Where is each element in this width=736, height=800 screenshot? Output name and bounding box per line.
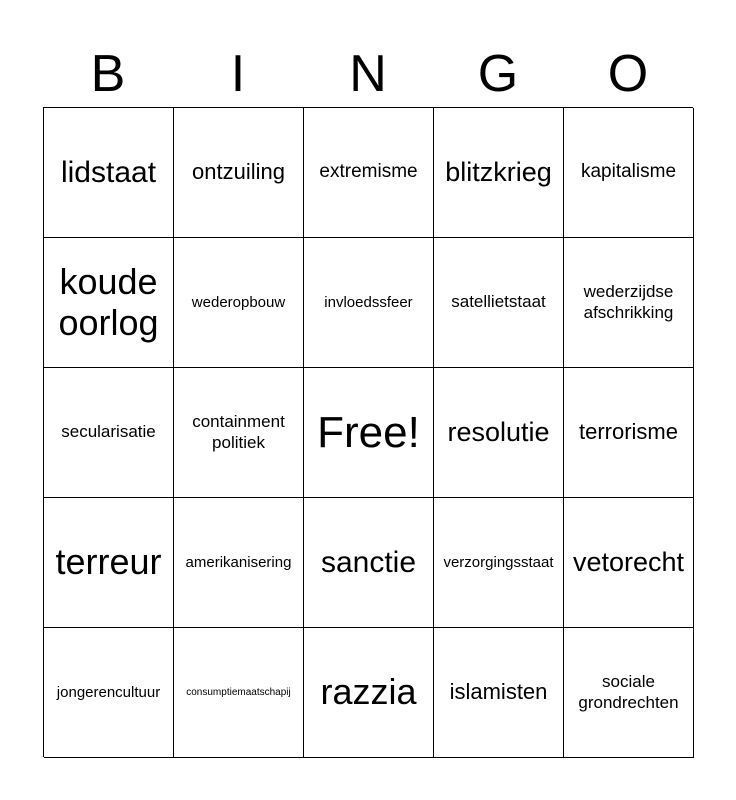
bingo-cell[interactable]: terrorisme	[564, 368, 694, 498]
bingo-cell[interactable]: razzia	[304, 628, 434, 758]
bingo-cell[interactable]: terreur	[44, 498, 174, 628]
bingo-cell[interactable]: ontzuiling	[174, 108, 304, 238]
bingo-cell[interactable]: vetorecht	[564, 498, 694, 628]
bingo-cell[interactable]: wederopbouw	[174, 238, 304, 368]
free-space-cell[interactable]: Free!	[304, 368, 434, 498]
header-letter-g: G	[477, 45, 519, 103]
bingo-cell[interactable]: sociale grondrechten	[564, 628, 694, 758]
bingo-cell[interactable]: amerikanisering	[174, 498, 304, 628]
bingo-cell[interactable]: satellietstaat	[434, 238, 564, 368]
bingo-cell[interactable]: containment politiek	[174, 368, 304, 498]
bingo-cell[interactable]: lidstaat	[44, 108, 174, 238]
bingo-cell[interactable]: islamisten	[434, 628, 564, 758]
bingo-cell[interactable]: consumptiemaatschapij	[174, 628, 304, 758]
bingo-cell[interactable]: jongerencultuur	[44, 628, 174, 758]
bingo-header	[43, 40, 693, 108]
bingo-cell[interactable]: kapitalisme	[564, 108, 694, 238]
bingo-cell[interactable]: blitzkrieg	[434, 108, 564, 238]
bingo-cell[interactable]: invloedssfeer	[304, 238, 434, 368]
bingo-cell[interactable]: wederzijdse afschrikking	[564, 238, 694, 368]
header-letter-n: N	[349, 45, 387, 103]
bingo-grid	[43, 107, 693, 757]
bingo-cell[interactable]: extremisme	[304, 108, 434, 238]
bingo-cell[interactable]: verzorgingsstaat	[434, 498, 564, 628]
bingo-cell[interactable]: secularisatie	[44, 368, 174, 498]
bingo-cell[interactable]: resolutie	[434, 368, 564, 498]
bingo-cell[interactable]: sanctie	[304, 498, 434, 628]
header-letter-o: O	[607, 45, 649, 103]
bingo-cell[interactable]: koude oorlog	[44, 238, 174, 368]
header-letter-i: I	[230, 45, 246, 103]
header-letter-b: B	[90, 45, 126, 103]
